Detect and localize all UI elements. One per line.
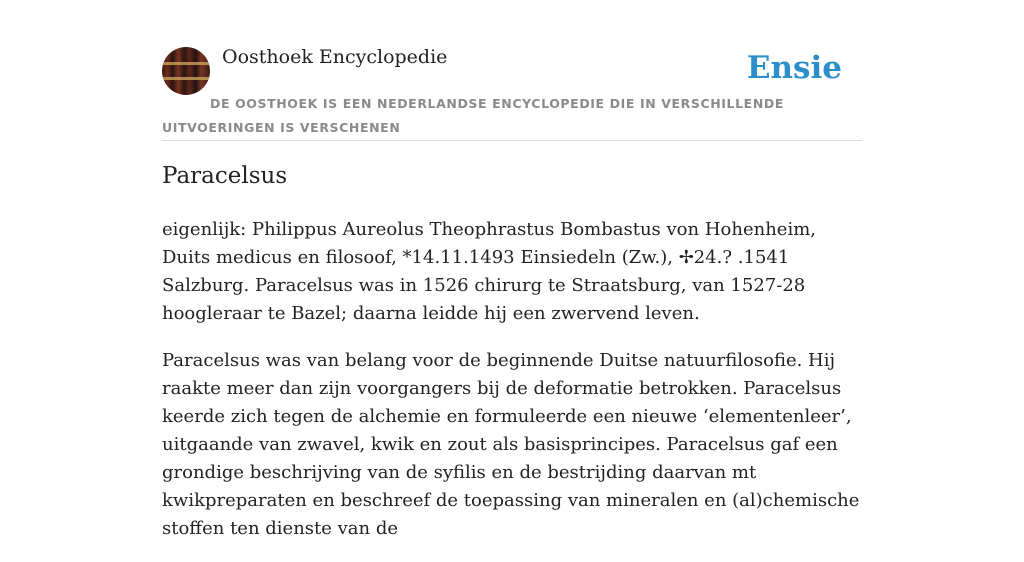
- site-tagline: DE OOSTHOEK IS EEN NEDERLANDSE ENCYCLOPEDIE DIE IN VERSCHILLENDE UITVOERINGEN IS VERSCHENEN: [162, 96, 784, 135]
- book-spine-band: [162, 77, 210, 80]
- article-body: [162, 216, 862, 562]
- brand-logo[interactable]: Ensie: [746, 50, 842, 86]
- article-title: Paracelsus: [162, 163, 288, 189]
- book-spine-band: [162, 62, 210, 65]
- article-paragraph: Paracelsus was van belang voor de beginnende Duitse natuurfilosofie. Hij raakte meer dan zijn voorgangers bij de deformatie betrokken. Paracelsus keerde zich tegen de alchemie en formuleerde een nieuwe ‘elementenleer’, uitgaande van zwavel, kwik en zout als basisprincipes. Paracelsus gaf een grondige beschrijving van de syfilis en de bestrijding daarvan mt kwikpreparaten en beschreef de toepassing van mineralen en (al)chemische stoffen ten dienste van de: [162, 350, 860, 539]
- site-header: [162, 46, 862, 141]
- article-paragraph: eigenlijk: Philippus Aureolus Theophrastus Bombastus von Hohenheim, Duits medicus en filosoof, *14.11.1493 Einsiedeln (Zw.), ✢24.? .1541 Salzburg. Paracelsus was in 1526 chirurg te Straatsburg, van 1527-28 hoogleraar te Bazel; daarna leidde hij een zwervend leven.: [162, 219, 816, 324]
- site-name[interactable]: Oosthoek Encyclopedie: [222, 46, 448, 68]
- encyclopedia-avatar[interactable]: [162, 47, 210, 95]
